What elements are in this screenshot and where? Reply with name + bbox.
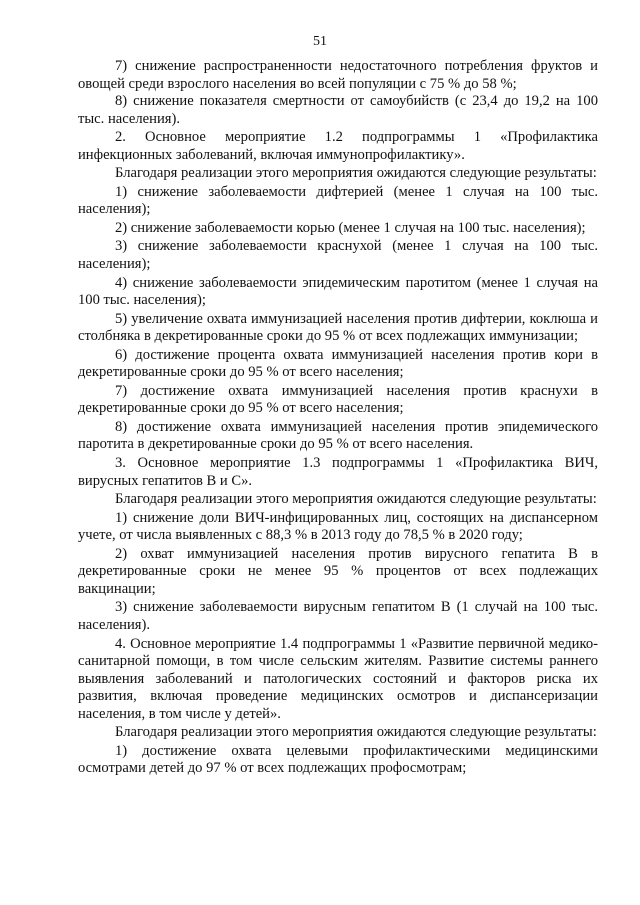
paragraph: 7) снижение распространенности недостаточного потребления фруктов и овощей среди взрослого населения во всей популяции с 75 % до 58 %; [78, 58, 598, 92]
paragraph: 3. Основное мероприятие 1.3 подпрограммы 1 «Профилактика ВИЧ, вирусных гепатитов В и С». [78, 455, 598, 489]
paragraph: 6) достижение процента охвата иммунизацией населения против кори в декретированные сроки до 95 % от всего населения; [78, 346, 598, 381]
paragraph: Благодаря реализации этого мероприятия ожидаются следующие результаты: [115, 165, 597, 182]
paragraph: 4. Основное мероприятие 1.4 подпрограммы 1 «Развитие первичной медико-санитарной помощи, в том числе сельским жителям. Развитие системы раннего выявления заболеваний и патологических состояний и факторов риска их развития, включая проведение медицинских осмотров и диспансеризации населения, в том числе у детей». [78, 635, 598, 722]
paragraph: 5) увеличение охвата иммунизацией населения против дифтерии, коклюша и столбняка в декретированные сроки до 95 % от всех подлежащих иммунизации; [78, 310, 598, 345]
paragraph: 3) снижение заболеваемости краснухой (менее 1 случая на 100 тыс. населения); [78, 238, 598, 273]
paragraph: 1) снижение заболеваемости дифтерией (менее 1 случая на 100 тыс. населения); [78, 183, 598, 218]
paragraph: 4) снижение заболеваемости эпидемическим паротитом (менее 1 случая на 100 тыс. населения); [78, 274, 598, 309]
paragraph: Благодаря реализации этого мероприятия ожидаются следующие результаты: [115, 724, 597, 741]
paragraph: Благодаря реализации этого мероприятия ожидаются следующие результаты: [115, 491, 597, 508]
paragraph: 3) снижение заболеваемости вирусным гепатитом В (1 случай на 100 тыс. населения). [78, 599, 598, 633]
paragraph: 1) достижение охвата целевыми профилактическими медицинскими осмотрами детей до 97 % от всех подлежащих профосмотрам; [78, 742, 598, 777]
paragraph: 7) достижение охвата иммунизацией населения против краснухи в декретированные сроки до 95 % от всего населения; [78, 382, 598, 417]
paragraph: 8) достижение охвата иммунизацией населения против эпидемического паротита в декретированные сроки до 95 % от всего населения. [78, 418, 598, 453]
paragraph: 2. Основное мероприятие 1.2 подпрограммы 1 «Профилактика инфекционных заболеваний, включая иммунопрофилактику». [78, 129, 598, 163]
page-number: 51 [313, 34, 327, 49]
paragraph: 1) снижение доли ВИЧ-инфицированных лиц, состоящих на диспансерном учете, от числа выявленных с 88,3 % в 2013 году до 78,5 % в 2020 году; [78, 509, 598, 544]
paragraph: 2) охват иммунизацией населения против вирусного гепатита В в декретированные сроки не менее 95 % процентов от всех подлежащих вакцинации; [78, 545, 598, 597]
paragraph: 8) снижение показателя смертности от самоубийств (с 23,4 до 19,2 на 100 тыс. населения). [78, 93, 598, 127]
document-body [78, 58, 598, 778]
paragraph: 2) снижение заболеваемости корью (менее 1 случая на 100 тыс. населения); [115, 219, 586, 236]
